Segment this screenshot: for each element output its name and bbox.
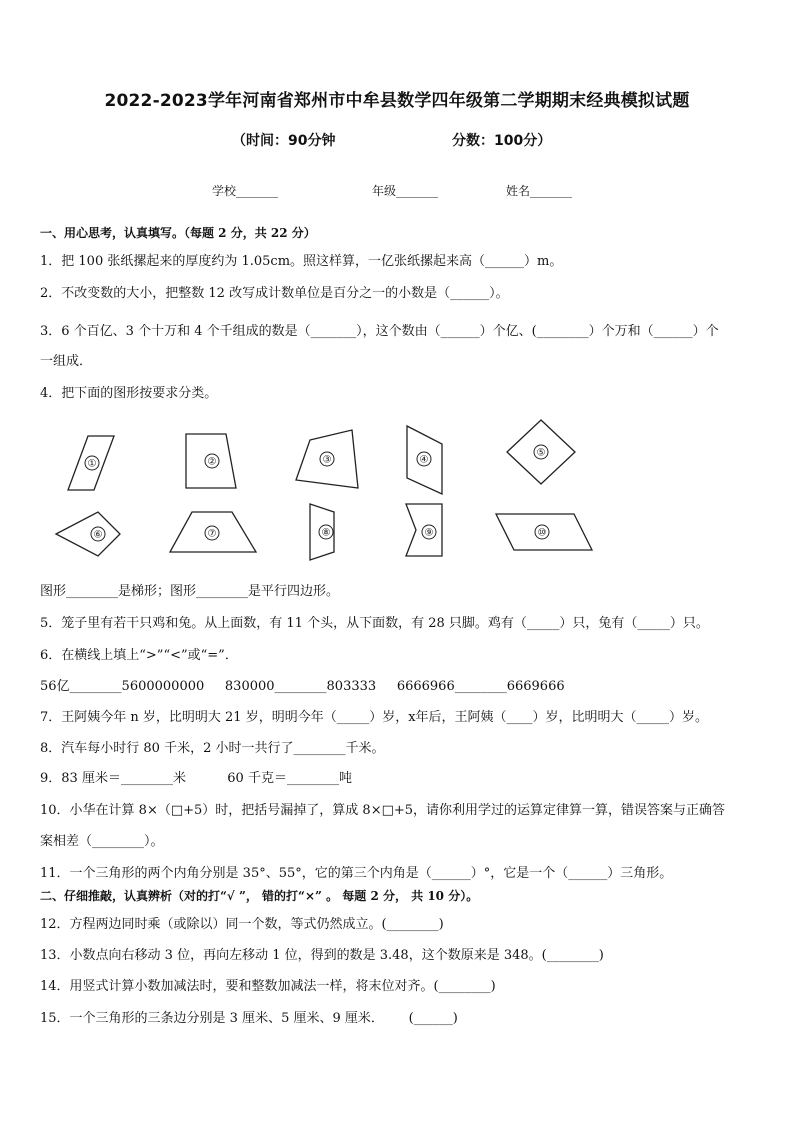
shape-figures — [40, 416, 600, 566]
shape-5 — [507, 420, 575, 484]
exam-time: （时间：90分钟 — [232, 133, 336, 149]
question-5: 5．笼子里有若干只鸡和兔。从上面数，有 11 个头，从下面数，有 28 只脚。鸡有（_____）只，兔有（_____）只。 — [40, 616, 709, 631]
question-14: 14．用竖式计算小数加减法时，要和整数加减法一样，将末位对齐。(________) — [40, 979, 496, 994]
shape-1 — [68, 436, 114, 490]
shape-8 — [310, 504, 334, 560]
shape-label-4: ④ — [419, 454, 429, 466]
shape-label-9: ⑨ — [424, 527, 434, 539]
grade-field: 年级_______ — [372, 184, 439, 198]
shape-10 — [496, 514, 592, 550]
shape-label-5: ⑤ — [536, 447, 546, 459]
shape-label-1: ① — [87, 458, 97, 470]
question-3-line-1: 3．6 个百亿、3 个十万和 4 个千组成的数是（_______），这个数由（______）个亿、(________）个万和（______）个 — [40, 324, 719, 339]
shape-3 — [296, 430, 358, 488]
question-15: 15．一个三角形的三条边分别是 3 厘米、5 厘米、9 厘米． (______) — [40, 1011, 458, 1026]
exam-score: 分数：100分） — [452, 133, 552, 149]
shape-2 — [186, 434, 236, 488]
question-10-line-1: 10．小华在计算 8×（□+5）时，把括号漏掉了，算成 8×□+5，请你利用学过的运算定律算一算，错误答案与正确答 — [40, 803, 726, 818]
question-11: 11．一个三角形的两个内角分别是 35°、55°，它的第三个内角是（______）°，它是一个（______）三角形。 — [40, 866, 673, 881]
section-2-heading: 二、仔细推敲，认真辨析（对的打“√ ”， 错的打“×” 。 每题 2 分， 共 10 分）。 — [40, 889, 479, 903]
question-3-line-2: 一组成． — [40, 354, 93, 369]
question-2: 2．不改变数的大小，把整数 12 改写成计数单位是百分之一的小数是（______）。 — [40, 286, 509, 301]
section-1-heading: 一、用心思考，认真填写。（每题 2 分，共 22 分） — [40, 226, 316, 240]
question-7: 7．王阿姨今年 n 岁，比明明大 21 岁，明明今年（_____）岁，x年后，王阿姨（____）岁，比明明大（_____）岁。 — [40, 710, 709, 725]
question-1: 1．把 100 张纸摞起来的厚度约为 1.05cm。照这样算，一亿张纸摞起来高（______）m。 — [40, 254, 563, 269]
name-field: 姓名_______ — [506, 184, 573, 198]
question-10-line-2: 案相差（________）。 — [40, 834, 164, 849]
shape-6 — [56, 512, 120, 556]
exam-title: 2022-2023学年河南省郑州市中牟县数学四年级第二学期期末经典模拟试题 — [104, 91, 690, 111]
shape-label-8: ⑧ — [321, 527, 331, 539]
shape-9 — [406, 504, 442, 556]
shape-label-3: ③ — [322, 454, 332, 466]
shape-7 — [170, 512, 256, 552]
question-12: 12．方程两边同时乘（或除以）同一个数，等式仍然成立。(________) — [40, 917, 444, 932]
question-4: 4．把下面的图形按要求分类。 — [40, 386, 218, 401]
question-4-answer: 图形________是梯形；图形________是平行四边形。 — [40, 584, 340, 599]
question-8: 8．汽车每小时行 80 千米，2 小时一共行了________千米。 — [40, 741, 385, 756]
shape-4 — [407, 426, 442, 494]
shape-label-6: ⑥ — [93, 529, 103, 541]
shape-label-10: ⑩ — [537, 527, 547, 539]
school-field: 学校_______ — [212, 184, 279, 198]
shape-label-7: ⑦ — [207, 528, 217, 540]
shape-label-2: ② — [207, 456, 217, 468]
question-6-items: 56亿________5600000000 830000________803333 6666966________6669666 — [40, 679, 565, 694]
question-9: 9．83 厘米＝________米 60 千克＝________吨 — [40, 771, 352, 786]
question-13: 13．小数点向右移动 3 位，再向左移动 1 位，得到的数是 3.48，这个数原来是 348。(________) — [40, 948, 604, 963]
question-6: 6．在横线上填上“>”“<”或“=”． — [40, 648, 238, 663]
shape-figures-svg — [40, 416, 600, 566]
